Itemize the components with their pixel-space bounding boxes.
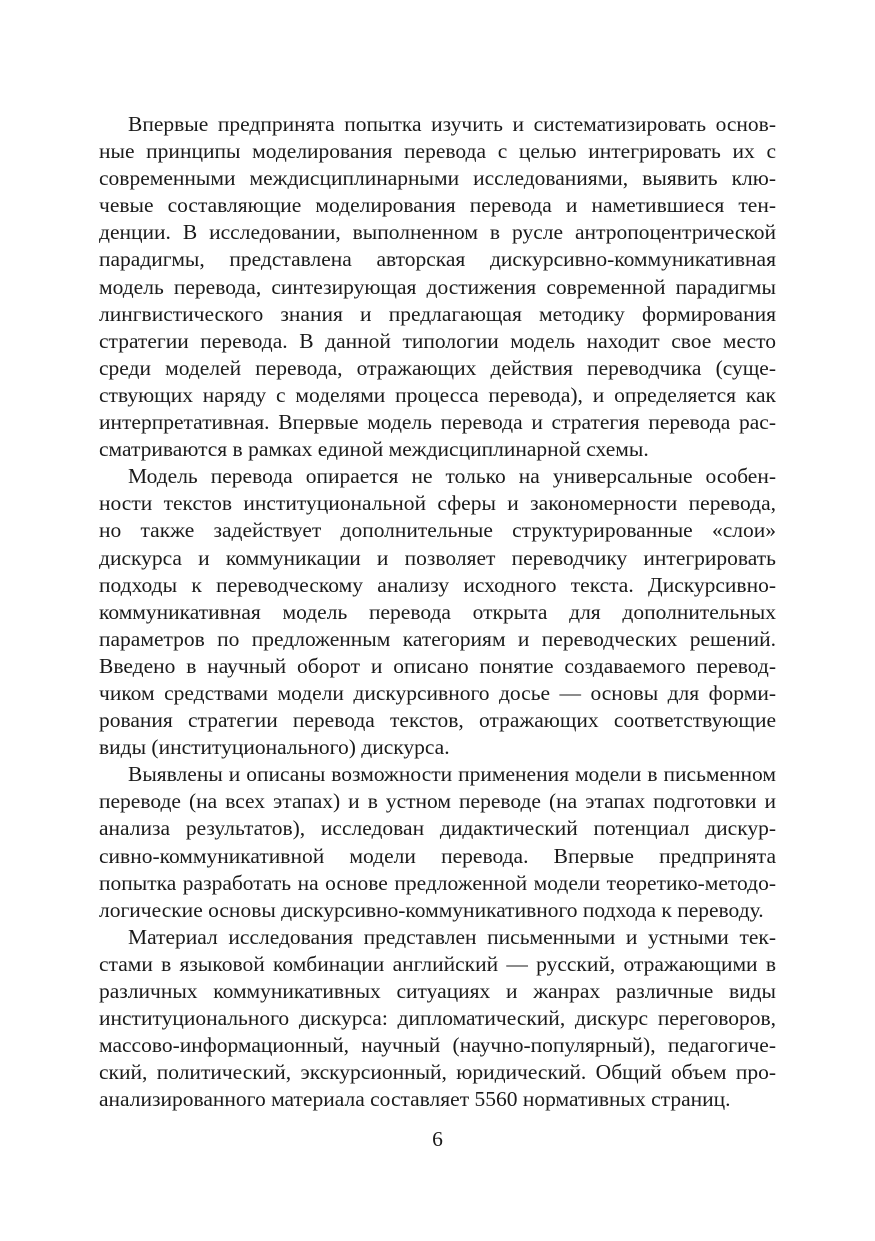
paragraph (99, 111, 776, 463)
text-line: различных коммуникативных ситуациях и жанрах различные виды (99, 979, 776, 1003)
text-line: стами в языковой комбинации английский — русский, отражающими в (99, 951, 776, 976)
text-line: ные принципы моделирования перевода с целью интегрировать их с (99, 139, 776, 164)
text-line: логические основы дискурсивно-коммуникативного подхода к переводу. (99, 897, 764, 922)
text-line: параметров по предложенным категориям и переводческих решений. (99, 626, 776, 651)
text-line: парадигмы, представлена авторская дискурсивно-коммуникативная (99, 247, 776, 272)
paragraph (99, 761, 776, 924)
text-line: но также задействует дополнительные структурированные «слои» (99, 518, 776, 543)
text-line: Впервые предпринята попытка изучить и систематизировать основ- (128, 112, 776, 136)
text-line: ствующих наряду с моделями процесса перевода), и определяется как (99, 382, 776, 407)
text-line: ности текстов институциональной сферы и закономерности перевода, (99, 491, 776, 516)
text-line: анализированного материала составляет 5560 нормативных страниц. (99, 1087, 731, 1112)
text-line: сматриваются в рамках единой междисциплинарной схемы. (99, 437, 649, 462)
text-line: стратегии перевода. В данной типологии модель находит свое место (99, 328, 776, 353)
text-line: рования стратегии перевода текстов, отражающих соответствующие (99, 708, 776, 733)
text-line: попытка разработать на основе предложенной модели теоретико-методо- (99, 870, 776, 895)
text-line: чевые составляющие моделирования перевода и наметившиеся тен- (99, 193, 776, 218)
body-text (99, 111, 776, 1113)
text-line: сивно-коммуникативной модели перевода. Впервые предпринята (99, 843, 776, 868)
text-line: ский, политический, экскурсионный, юридический. Общий объем про- (99, 1060, 776, 1085)
text-line: коммуникативная модель перевода открыта для дополнительных (99, 599, 776, 624)
text-line: Выявлены и описаны возможности применения модели в письменном (128, 762, 776, 787)
paragraph (99, 463, 776, 761)
text-line: Введено в научный оборот и описано понятие создаваемого перевод- (99, 653, 776, 678)
text-line: чиком средствами модели дискурсивного досье — основы для форми- (99, 680, 776, 705)
text-line: Модель перевода опирается не только на универсальные особен- (128, 464, 776, 489)
paragraph (99, 924, 776, 1114)
text-line: Материал исследования представлен письменными и устными тек- (128, 924, 776, 949)
text-line: виды (институционального) дискурса. (99, 735, 450, 760)
text-line: анализа результатов), исследован дидактический потенциал дискур- (99, 816, 776, 841)
text-line: институционального дискурса: дипломатический, дискурс переговоров, (99, 1006, 776, 1031)
page-number: 6 (432, 1127, 443, 1151)
text-line: переводе (на всех этапах) и в устном переводе (на этапах подготовки и (99, 789, 776, 814)
text-line: денции. В исследовании, выполненном в русле антропоцентрической (99, 220, 776, 245)
text-line: массово-информационный, научный (научно-популярный), педагогиче- (99, 1033, 776, 1058)
text-line: интерпретативная. Впервые модель перевода и стратегия перевода рас- (99, 410, 776, 435)
text-line: подходы к переводческому анализу исходного текста. Дискурсивно- (99, 572, 776, 597)
text-line: лингвистического знания и предлагающая методику формирования (99, 301, 776, 326)
text-line: дискурса и коммуникации и позволяет переводчику интегрировать (99, 545, 776, 570)
text-line: модель перевода, синтезирующая достижения современной парадигмы (99, 274, 776, 299)
text-line: среди моделей перевода, отражающих действия переводчика (суще- (99, 355, 776, 380)
text-line: современными междисциплинарными исследованиями, выявить клю- (99, 166, 776, 191)
